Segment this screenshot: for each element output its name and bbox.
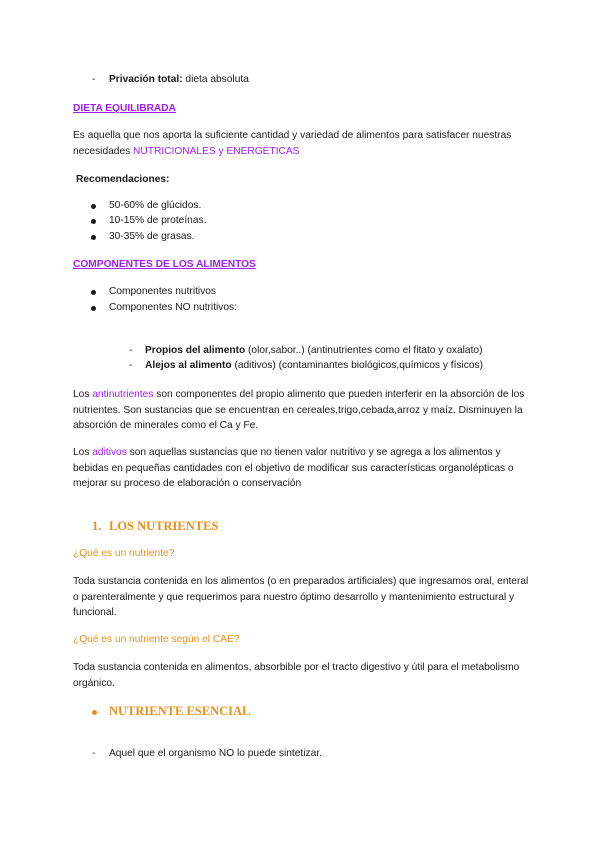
answer2-line1: Toda sustancia contenida en alimentos, absorbible por el tracto digestivo y útil para el metabolismo [73, 662, 520, 673]
bullet-icon [91, 306, 96, 311]
aditivos-line1 [73, 447, 501, 459]
section-number: 1. [92, 519, 102, 533]
dieta-line1: Es aquella que nos aporta la suficiente cantidad y variedad de alimentos para satisfacer nuestras [73, 130, 512, 141]
section-title: LOS NUTRIENTES [109, 519, 219, 533]
aditivos-highlight: aditivos [92, 447, 127, 458]
aditivos-post: son aquellas sustancias que no tienen valor nutritivo y se agrega a los alimentos y [126, 447, 501, 458]
privacion-item [109, 74, 249, 86]
bullet-icon [91, 219, 96, 224]
antinutrientes-line2: nutrientes. Son sustancias que se encuentran en cereales,trigo,cebada,arroz y maíz. Disminuyen la [73, 405, 523, 416]
dash-bullet: - [129, 360, 133, 371]
componentes-heading: COMPONENTES DE LOS ALIMENTOS [73, 259, 256, 270]
sub-item-alejos [145, 360, 483, 372]
antinutrientes-post: son componentes del propio alimento que pueden interferir en la absorción de los [153, 389, 525, 400]
bullet-icon [91, 204, 96, 209]
recomendaciones-title: Recomendaciones: [76, 174, 170, 185]
dash-bullet: - [129, 345, 133, 356]
bullet-icon [92, 710, 97, 715]
esencial-title: NUTRIENTE ESENCIAL [109, 704, 251, 718]
componente-item: Componentes nutritivos [109, 286, 217, 297]
antinutrientes-line3: absorción de minerales como el Ca y Fe. [73, 420, 259, 431]
recomendacion-item: 10-15% de proteínas. [109, 215, 207, 226]
answer1-line3: funcional. [73, 607, 117, 618]
answer2-line2: orgánico. [73, 678, 115, 689]
dieta-highlight: NUTRICIONALES y ENERGÉTICAS [133, 146, 300, 157]
sub-item-alejos-text: (aditivos) (contaminantes biológicos,químicos y físicos) [231, 360, 484, 371]
sub-item-alejos-label: Alejos al alimento [145, 360, 232, 371]
recomendacion-item: 30-35% de grasas. [109, 231, 195, 242]
componente-item: Componentes NO nutritivos: [109, 302, 237, 313]
sub-item-propios-text: (olor,sabor..) (antinutrientes como el fitato y oxalato) [245, 345, 483, 356]
dash-bullet: - [92, 74, 96, 85]
sub-item-propios-label: Propios del alimento [145, 345, 246, 356]
question-cae: ¿Qué es un nutriente según el CAE? [73, 634, 240, 645]
antinutrientes-line1 [73, 389, 524, 401]
question-nutriente: ¿Qué es un nutriente? [73, 548, 175, 559]
aditivos-line2: bebidas en pequeñas cantidades con el objetivo de modificar sus características organolépticas o [73, 463, 514, 474]
bullet-icon [91, 290, 96, 295]
privacion-label: Privación total: [109, 74, 183, 85]
answer1-line2: o parenteralmente y que requerimos para nuestro óptimo desarrollo y mantenimiento estructural y [73, 592, 515, 603]
sub-item-propios [145, 345, 482, 357]
answer1-line1: Toda sustancia contenida en los alimentos (o en preparados artificiales) que ingresamos oral, enteral [73, 576, 529, 587]
dieta-line2-prefix: necesidades [73, 146, 134, 157]
dieta-heading: DIETA EQUILIBRADA [73, 103, 177, 114]
recomendacion-item: 50-60% de glúcidos. [109, 200, 202, 211]
bullet-icon [91, 235, 96, 240]
privacion-text: dieta absoluta [182, 74, 249, 85]
dash-bullet: - [92, 748, 96, 759]
antinutrientes-highlight: antinutrientes [92, 389, 154, 400]
antinutrientes-pre: Los [73, 389, 93, 400]
esencial-text: Aquel que el organismo NO lo puede sintetizar. [109, 748, 322, 759]
dieta-line2 [73, 146, 299, 158]
aditivos-line3: mejorar su proceso de elaboración o conservación [73, 478, 302, 489]
aditivos-pre: Los [73, 447, 93, 458]
